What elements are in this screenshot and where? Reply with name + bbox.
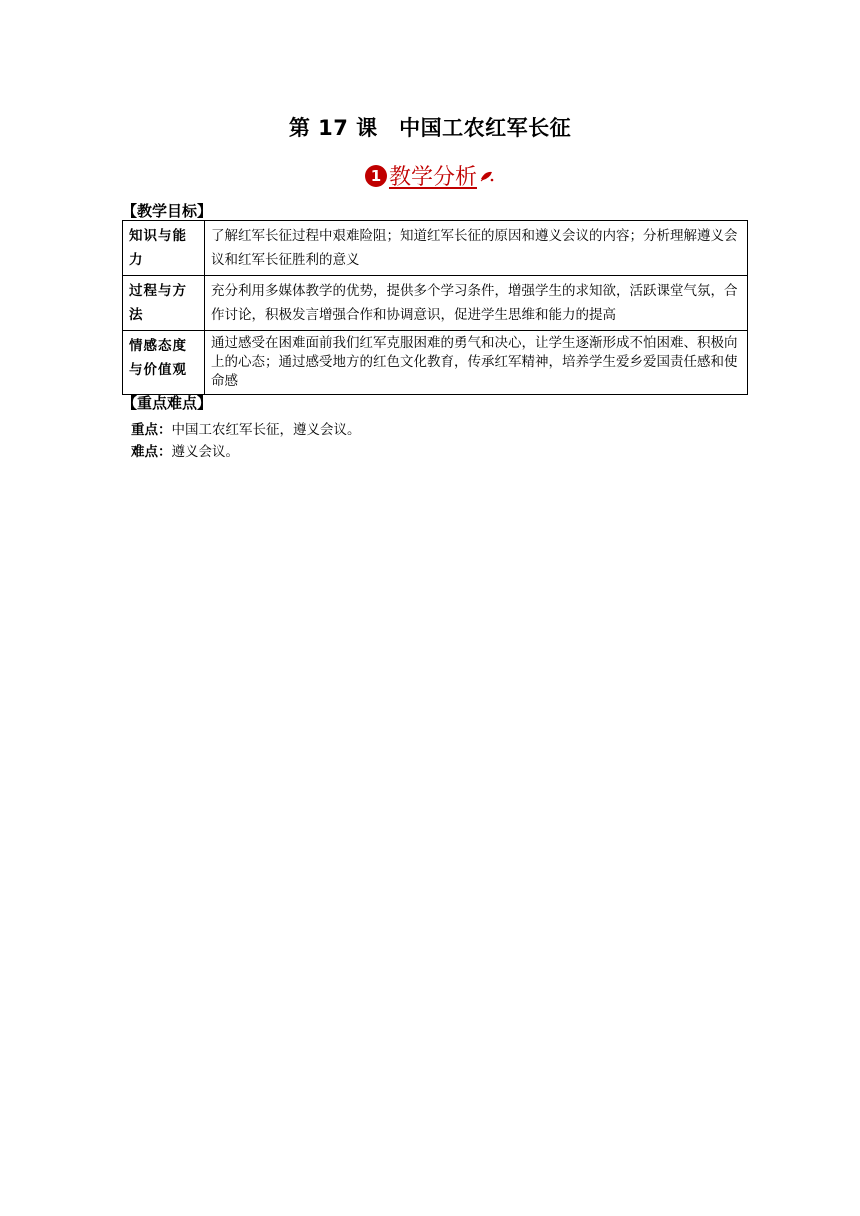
- difficulty-key: 难点：: [131, 444, 172, 460]
- table-row: [123, 331, 748, 395]
- focus-line: [131, 418, 361, 438]
- row-body-process: 充分利用多媒体教学的优势，提供多个学习条件，增强学生的求知欲，活跃课堂气氛，合作讨论，积极发言增强合作和协调意识，促进学生思维和能力的提高: [205, 276, 748, 331]
- key-points-label: 【重点难点】: [122, 394, 213, 412]
- table-row: [123, 276, 748, 331]
- table-row: [123, 221, 748, 276]
- row-body-knowledge: 了解红军长征过程中艰难险阻；知道红军长征的原因和遵义会议的内容；分析理解遵义会议和红军长征胜利的意义: [205, 221, 748, 276]
- row-head-attitude: 情感态度与价值观: [123, 331, 205, 395]
- difficulty-line: [131, 440, 239, 460]
- section-number-badge: 1: [365, 165, 387, 187]
- section-heading-text: 教学分析: [388, 165, 477, 190]
- leaf-icon: [479, 169, 495, 183]
- objectives-table: [122, 220, 748, 395]
- focus-key: 重点：: [131, 422, 172, 438]
- focus-text: 中国工农红军长征，遵义会议。: [171, 422, 361, 438]
- row-head-knowledge: 知识与能力: [123, 221, 205, 276]
- row-head-process: 过程与方法: [123, 276, 205, 331]
- row-body-attitude: 通过感受在困难面前我们红军克服困难的勇气和决心，让学生逐渐形成不怕困难、积极向上的心态；通过感受地方的红色文化教育，传承红军精神，培养学生爱乡爱国责任感和使命感: [205, 331, 748, 395]
- objectives-label: 【教学目标】: [122, 202, 213, 220]
- lesson-title: 第 17 课 中国工农红军长征: [288, 116, 572, 140]
- section-heading: [0, 160, 860, 191]
- difficulty-text: 遵义会议。: [171, 444, 239, 460]
